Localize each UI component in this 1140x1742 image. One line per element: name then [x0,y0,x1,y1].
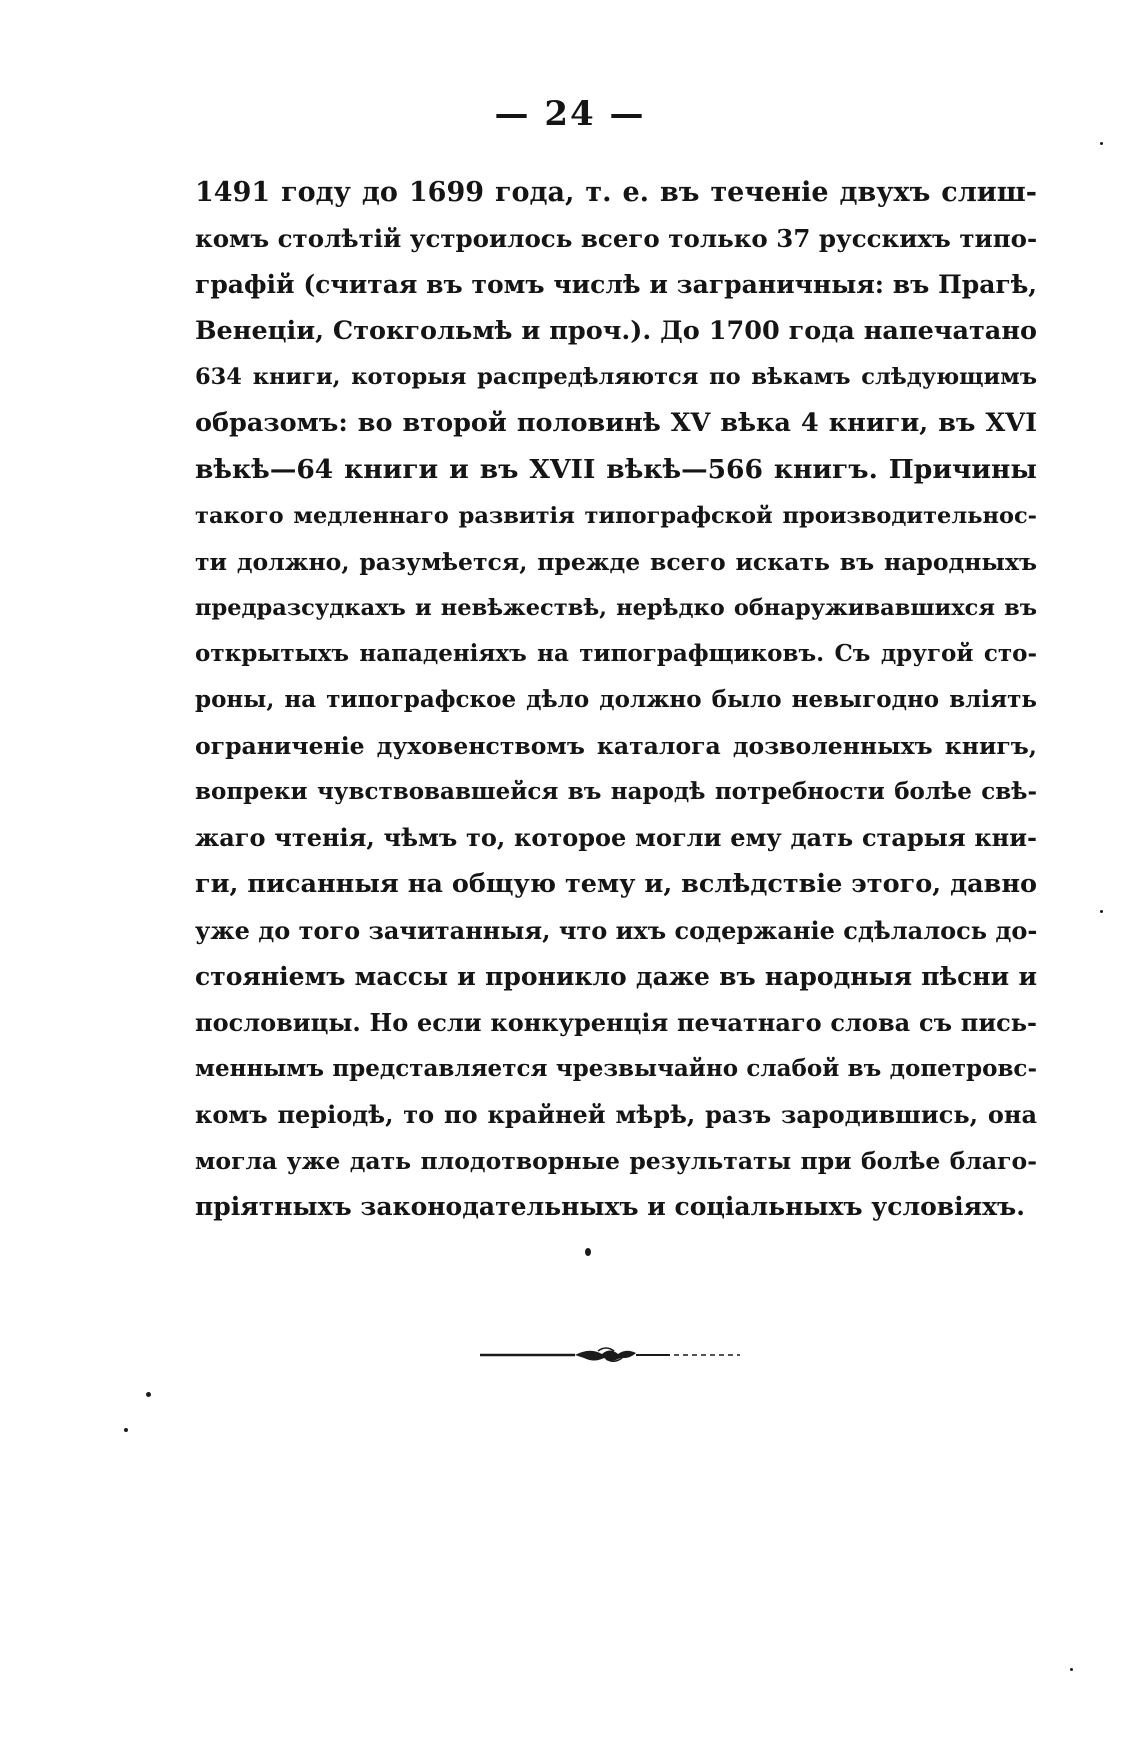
ink-speck [1070,1668,1073,1671]
body-text [195,170,1037,1230]
text-line: ги, писанныя на общую тему и, вслѣдствіе этого, давно [195,869,1037,900]
text-line: комъ столѣтій устроилось всего только 37 русскихъ типо- [195,224,1037,254]
ink-speck [1100,142,1103,145]
text-line: пословицы. Но если конкуренція печатнаго слова съ пись- [195,1007,1037,1037]
ink-speck [124,1428,128,1432]
text-line: роны, на типографское дѣло должно было невыгодно вліять [195,686,1037,714]
text-line: уже до того зачитанныя, что ихъ содержаніе сдѣлалось до- [195,915,1037,945]
text-line: ти должно, разумѣется, прежде всего искать въ народныхъ [195,547,1037,576]
text-line: открытыхъ нападеніяхъ на типографщиковъ. Съ другой сто- [195,639,1037,667]
text-line: пріятныхъ законодательныхъ и соціальныхъ условіяхъ. [195,1192,1025,1222]
page-number: — 24 — [494,94,646,134]
text-line: комъ періодѣ, то по крайней мѣрѣ, разъ зародившись, она [195,1099,1037,1129]
text-line: вопреки чувствовавшейся въ народѣ потребности болѣе свѣ- [195,778,1037,806]
text-line: жаго чтенія, чѣмъ то, которое могли ему дать старыя кни- [195,823,1037,853]
tailpiece-ornament-icon [480,1343,740,1367]
text-line: могла уже дать плодотворные результаты при болѣе благо- [195,1146,1037,1175]
text-line: 1491 году до 1699 года, т. е. въ теченіе двухъ слиш- [195,177,1037,208]
text-line: графій (считая въ томъ числѣ и заграничныя: въ Прагѣ, [195,270,1037,300]
text-line: предразсудкахъ и невѣжествѣ, нерѣдко обнаруживавшихся въ [195,594,1037,621]
text-line: Венеціи, Стокгольмѣ и проч.). До 1700 года напечатано [195,316,1037,347]
text-line: стояніемъ массы и проникло даже въ народныя пѣсни и [195,961,1037,991]
text-line: 634 книги, которыя распредѣляются по вѣкамъ слѣдующимъ [195,364,1037,391]
ink-speck [585,1248,591,1256]
text-line: ограниченіе духовенствомъ каталога дозволенныхъ книгъ, [195,732,1037,761]
text-line: такого медленнаго развитія типографской производительнос- [195,502,1037,529]
text-line: образомъ: во второй половинѣ XV вѣка 4 книги, въ XVI [195,408,1037,439]
text-line: вѣкѣ—64 книги и въ XVII вѣкѣ—566 книгъ. Причины [195,453,1037,485]
ink-speck [146,1392,151,1397]
text-line: меннымъ представляется чрезвычайно слабой въ допетровс- [195,1054,1037,1082]
ink-speck [1100,910,1103,913]
